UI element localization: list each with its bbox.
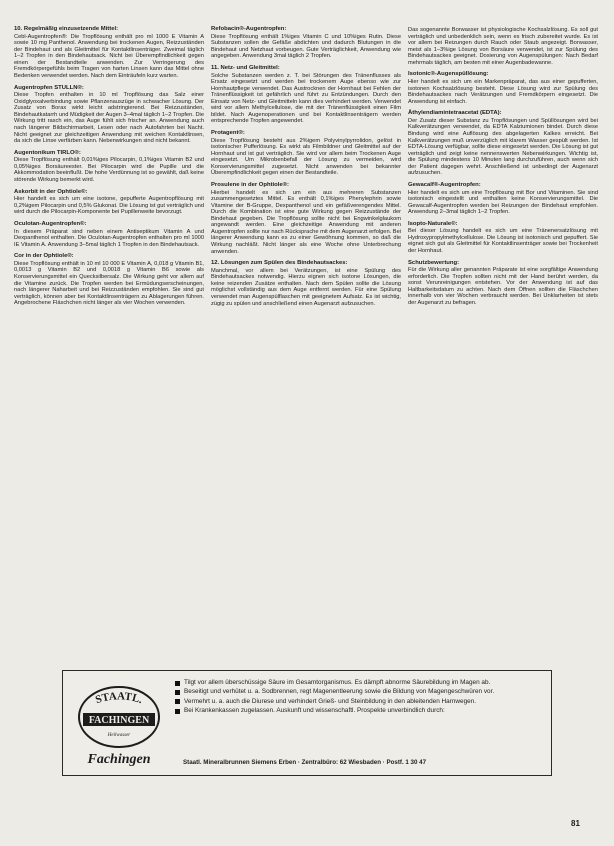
section (14, 85, 204, 145)
section-title: Prosulene in der Ophtiole®: (211, 181, 289, 188)
section-text: Manchmal, vor allem bei Verätzungen, ist eine Spülung des Bindehautsackes notwendig. Hierzu eignen sich isotone Lösungen, die keine reizenden Zusätze enthalten. Nach dem Spülen sollte die Lösung möglichst vollständig aus dem Auge entfernt werden. Für eine Spülung verwendet man Augenspülflaschen mit geeignetem Aufsatz. Es ist wichtig, zügig zu spülen und anschließend einen Augenarzt aufzusuchen. (211, 267, 401, 307)
section-title: 11. Netz- und Gleitmittel: (211, 64, 280, 71)
section (211, 26, 401, 60)
section-text: Diese Tropflösung enthält 0,01%iges Pilocarpin, 0,1%iges Vitamin B2 und 0,05%iges Borsäureester. Bei Pilocarpin wird die Pupille und die Akkommodation beeinflußt. Die hohe Verdünnung ist so gewählt, daß keine störende Wirkung bemerkt wird. (14, 157, 204, 183)
fachingen-logo (69, 677, 169, 771)
section-text: Hier handelt es sich um eine isotone, gepufferte Augentropflösung mit 0,2%igem Pilocarpin und 0,5% Glukonat. Die Lösung ist gut verträglich und wird durch die Pilocarpin-Komponente bei Pupillenweite bevorzugt. (14, 196, 204, 216)
advertisement-box (62, 670, 552, 776)
section-text: Diese Tropflösung enthält in 10 ml 10 000 E Vitamin A, 0,018 g Vitamin B1, 0,0013 g Vitamin B2 und 0,0018 g Vitamin B6 sowie als Konservierungsmittel ein Quecksilbersalz. Die Wirkung geht vor allem auf die Vitamine zurück. Die Tropfen werden bei Ermüdungserscheinungen, nach längerer Naharbeit und bei Reizzuständen empfohlen. Sie sind gut verträglich, können aber bei Kontaktlinsenträgern zu Ablagerungen führen. Angebrochene Fläschchen nicht länger als vier Wochen verwenden. (14, 260, 204, 307)
logo-sub-text: Heilwasser (107, 733, 131, 738)
section (408, 110, 598, 177)
section (408, 71, 598, 105)
page-number: 81 (571, 819, 580, 828)
ad-claims-list (175, 679, 543, 717)
logo-top-text: STAATL. (93, 690, 145, 707)
section-text: Diese Tropfen enthalten in 10 ml Tropflösung das Salz einer Oxidglyoxalverbindung sowie Pflanzenauszüge in schwacher Lösung. Der Zusatz von Borax wirkt leicht adstringierend. Bei Reizzuständen, Bindehautkatarrh und Müdigkeit der Augen 3–4mal täglich 1–2 Tropfen. Die Wirkung tritt rasch ein, das Auge fühlt sich frischer an. Anwendung auch nach längerer Bildschirmarbeit, Lesen oder nach Autofahrten bei Nacht. Nicht geeignet zur gleichzeitigen Anwendung mit weichen Kontaktlinsen, da sich die Linse verfärben kann. Nebenwirkungen sind nicht bekannt. (14, 92, 204, 145)
ad-claim-text: Bei Krankenkassen zugelassen. Auskunft und wissenschaftl. Prospekte unverbindlich durch: (184, 707, 445, 715)
ad-claim-text: Beseitigt und verhütet u. a. Sodbrennen, regt Magenentleerung sowie die Bildung von Magengeschwüren vor. (184, 688, 495, 696)
section-title: Äthylendiamintetraacetat (EDTA): (408, 110, 502, 117)
ad-footer: Staatl. Mineralbrunnen Siemens Erben · Zentralbüro: 62 Wiesbaden · Postf. 1 30 47 (183, 759, 427, 766)
section-title: Protagent®: (211, 129, 245, 136)
logo-script-text: Fachingen (87, 752, 151, 767)
list-item (175, 698, 543, 705)
section-text: In diesem Präparat sind neben einem Antiseptikum Vitamin A und Dexpanthenol enthalten. Die Oculotan-Augentropfen enthalten pro ml 1000 IE Vitamin A. Anwendung 3–5mal täglich 1 Tropfen in den Bindehautsack. (14, 228, 204, 248)
section-text: Hier handelt es sich um ein Markenpräparat, das aus einer gepufferten, isotonen Kochsalzlösung besteht. Diese Lösung wird zur Spülung des Bindehautsackes nach Verätzungen und Fremdkörpern eingesetzt. Die Anwendung ist einfach. (408, 78, 598, 105)
section (211, 260, 401, 307)
section-title: 12. Lösungen zum Spülen des Bindehautsackes: (211, 260, 348, 267)
logo-mid-text: FACHINGEN (88, 715, 150, 726)
section-title: Gewacalf®-Augentropfen: (408, 181, 481, 188)
list-item (175, 688, 543, 695)
section-text: Diese Tropflösung besteht aus 2%igem Polyvinylpyrrolidon, gelöst in isotonischer Pufferlösung. Es wirkt als Filmbildner und Gleitmittel auf der Hornhaut und ist gut verträglich. Sie wird vor allem beim Trockenen Auge eingesetzt. Um Mikrobenbefall der Lösung zu vermeiden, wird Konservierungsmittel zugesetzt. Nicht anwenden bei bekannter Überempfindlichkeit gegen einen der Bestandteile. (211, 137, 401, 177)
section-title: Isotonic®-Augenspüllösung: (408, 71, 489, 78)
square-bullet-icon (175, 681, 180, 686)
square-bullet-icon (175, 699, 180, 704)
section (408, 260, 598, 307)
section (14, 189, 204, 216)
section-title: Augentropfen STULLN®: (14, 84, 84, 91)
section-text: Hier handelt es sich um eine Tropflösung mit Bor und Vitaminen. Sie sind isotonisch eingestellt und enthalten keine Konservierungsmittel. Die Gewacalf-Augentropfen werden bei Reizungen der Bindehaut empfohlen. Anwendung 2–3mal täglich 1–2 Tropfen. (408, 189, 598, 216)
list-item (175, 679, 543, 686)
section-text: Hierbei handelt es sich um ein aus mehreren Substanzen zusammengesetztes Mittel. Es enthält 0,1%iges Phenylephrin sowie Vitamine der B-Gruppe, Dexpanthenol und ein gefäßverengendes Mittel. Durch die Kombination ist eine gute Wirkung gegen Reizzustände der Bindehaut gegeben. Die Tropflösung sollte nicht bei Engwinkelglaukom angewandt werden. Eine gleichzeitige Anwendung mit anderen Augentropfen sollte nur nach Rücksprache mit dem Augenarzt erfolgen. Bei längerer Anwendung kann es zu einer Gewöhnung kommen, so daß die Wirkung nachläßt. Nicht länger als eine Woche ohne Unterbrechung anwenden. (211, 189, 401, 255)
section (408, 221, 598, 255)
column-3 (408, 26, 598, 648)
square-bullet-icon (175, 690, 180, 695)
section (211, 65, 401, 125)
section (14, 253, 204, 307)
section-title: Isopto-Naturale®: (408, 220, 458, 227)
list-item (175, 707, 543, 714)
section-title: Cor in der Ophtiole®: (14, 253, 74, 260)
section-title: Schutzbewertung: (408, 259, 460, 266)
square-bullet-icon (175, 709, 180, 714)
text-columns (14, 26, 598, 648)
section-title: Augentonikum TIRLO®: (14, 149, 81, 156)
section-text: Diese Tropflösung enthält 1%iges Vitamin C und 10%iges Rutin. Diese Substanzen sollen die Gefäße abdichten und dadurch Blutungen in die Bindehaut und Netzhaut vorbeugen. Gute Verträglichkeit, Anwendung wie angegeben. Anwendung 3mal täglich 2 Tropfen. (211, 33, 401, 60)
section (211, 182, 401, 255)
section (14, 26, 204, 80)
section-text: Das sogenannte Borwasser ist physiologische Kochsalzlösung. Es soll gut verträglich und unbedenklich sein, wenn es frisch zubereitet wurde. Es ist vor allem bei Reizungen durch Rauch oder Staub angezeigt. Borwasser, meist als 1–3%ige Lösung von Borsäure verwendet, ist zur Spülung des Bindehautsackes geeignet. Dosierung von Augenspülungen: Nach Bedarf mehrmals täglich, am besten mit einer Augenbadewanne. (408, 27, 598, 66)
section-title: Refobacin®-Augentropfen: (211, 26, 287, 32)
column-1 (14, 26, 204, 648)
section-text: Für die Wirkung aller genannten Präparate ist eine sorgfältige Anwendung erforderlich. Die Tropfen sollten nicht mit der Hand berührt werden, da sonst Verunreinigungen entstehen. Vor der Anwendung ist auf das Haltbarkeitsdatum zu achten. Nach dem Öffnen sollten die Fläschchen innerhalb von vier Wochen verbraucht werden. Bei Unklarheiten ist stets der Augenarzt zu befragen. (408, 267, 598, 307)
section-text: Cebl-Augentropfen®: Die Tropflösung enthält pro ml 1000 E Vitamin A sowie 10 mg Panthenol. Anwendung bei trockenen Augen, Reizzuständen der Bindehaut und als Gleitmittel für Kontaktlinsenträger. Zweimal täglich 1–2 Tropfen in den Bindehautsack. Nicht bei Überempfindlichkeit gegen einen der Bestandteile anwenden. Zur Verringerung des Fremdkörpergefühls beim Tragen von harten Linsen kann das Mittel ohne Bedenken verwendet werden. Nach dem Einträufeln kurz warten. (14, 33, 204, 79)
section (14, 150, 204, 184)
section-title: Oculotan-Augentropfen®: (14, 220, 87, 227)
svg-text:STAATL. (94, 690, 145, 706)
section-text: Bei dieser Lösung handelt es sich um eine Tränenersatzlösung mit Hydroxypropylmethylcellulose. Die Lösung ist isotonisch und gepuffert. Sie eignet sich gut als Gleitmittel für Kontaktlinsenträger sowie bei Trockenheit der Hornhaut. (408, 228, 598, 255)
section (211, 130, 401, 177)
section (408, 182, 598, 216)
section-text: Solche Substanzen werden z. T. bei Störungen des Tränenflusses als Ersatz eingesetzt und werden bei trockenem Auge ebenso wie zur Hornhautpflege verwendet. Das Austrocknen der Hornhaut bei Fehlen der Tränenflüssigkeit ist gefährlich und führt zu Entzündungen. Durch den Einsatz von Netz- und Gleitmitteln kann dies verhindert werden. Verwendet wird vor allem Methylcellulose, die mit der Tränenflüssigkeit einen Film bildet. Nach Augenoperationen und bei Kontaktlinsenträgern werden entsprechende Tropfen angewendet. (211, 72, 401, 125)
section-title: 10. Regelmäßig einzusetzende Mittel: (14, 26, 119, 32)
section-text: Der Zusatz dieser Substanz zu Tropflösungen und Spüllösungen wird bei Kalkverätzungen verwendet, da EDTA Kalziumionen bindet. Durch diese Bindung wird eine Auflösung des abgelagerten Kalkes erreicht. Bei Kalkverätzungen muß unverzüglich mit klarem Wasser gespült werden. Ist EDTA-Lösung verfügbar, sollte diese eingesetzt werden. Die Lösung ist gut verträglich und zeigt keine nennenswerten Nebenwirkungen. Wichtig ist, die Spülung mindestens 10 Minuten lang durchzuführen, auch wenn sich der Patient dagegen wehrt. Anschließend ist unbedingt der Augenarzt aufzusuchen. (408, 117, 598, 177)
ad-claim-text: Vermehrt u. a. auch die Diurese und verhindert Grieß- und Steinbildung in den ableitenden Harnwegen. (184, 697, 477, 705)
section (408, 27, 598, 66)
section-title: Askorbit in der Ophtiole®: (14, 188, 88, 195)
ad-claim-text: Tilgt vor allem überschüssige Säure im Gesamtorganismus. Es dämpft abnorme Säurebildung im Magen ab. (184, 679, 491, 686)
section (14, 221, 204, 248)
column-2 (211, 26, 401, 648)
